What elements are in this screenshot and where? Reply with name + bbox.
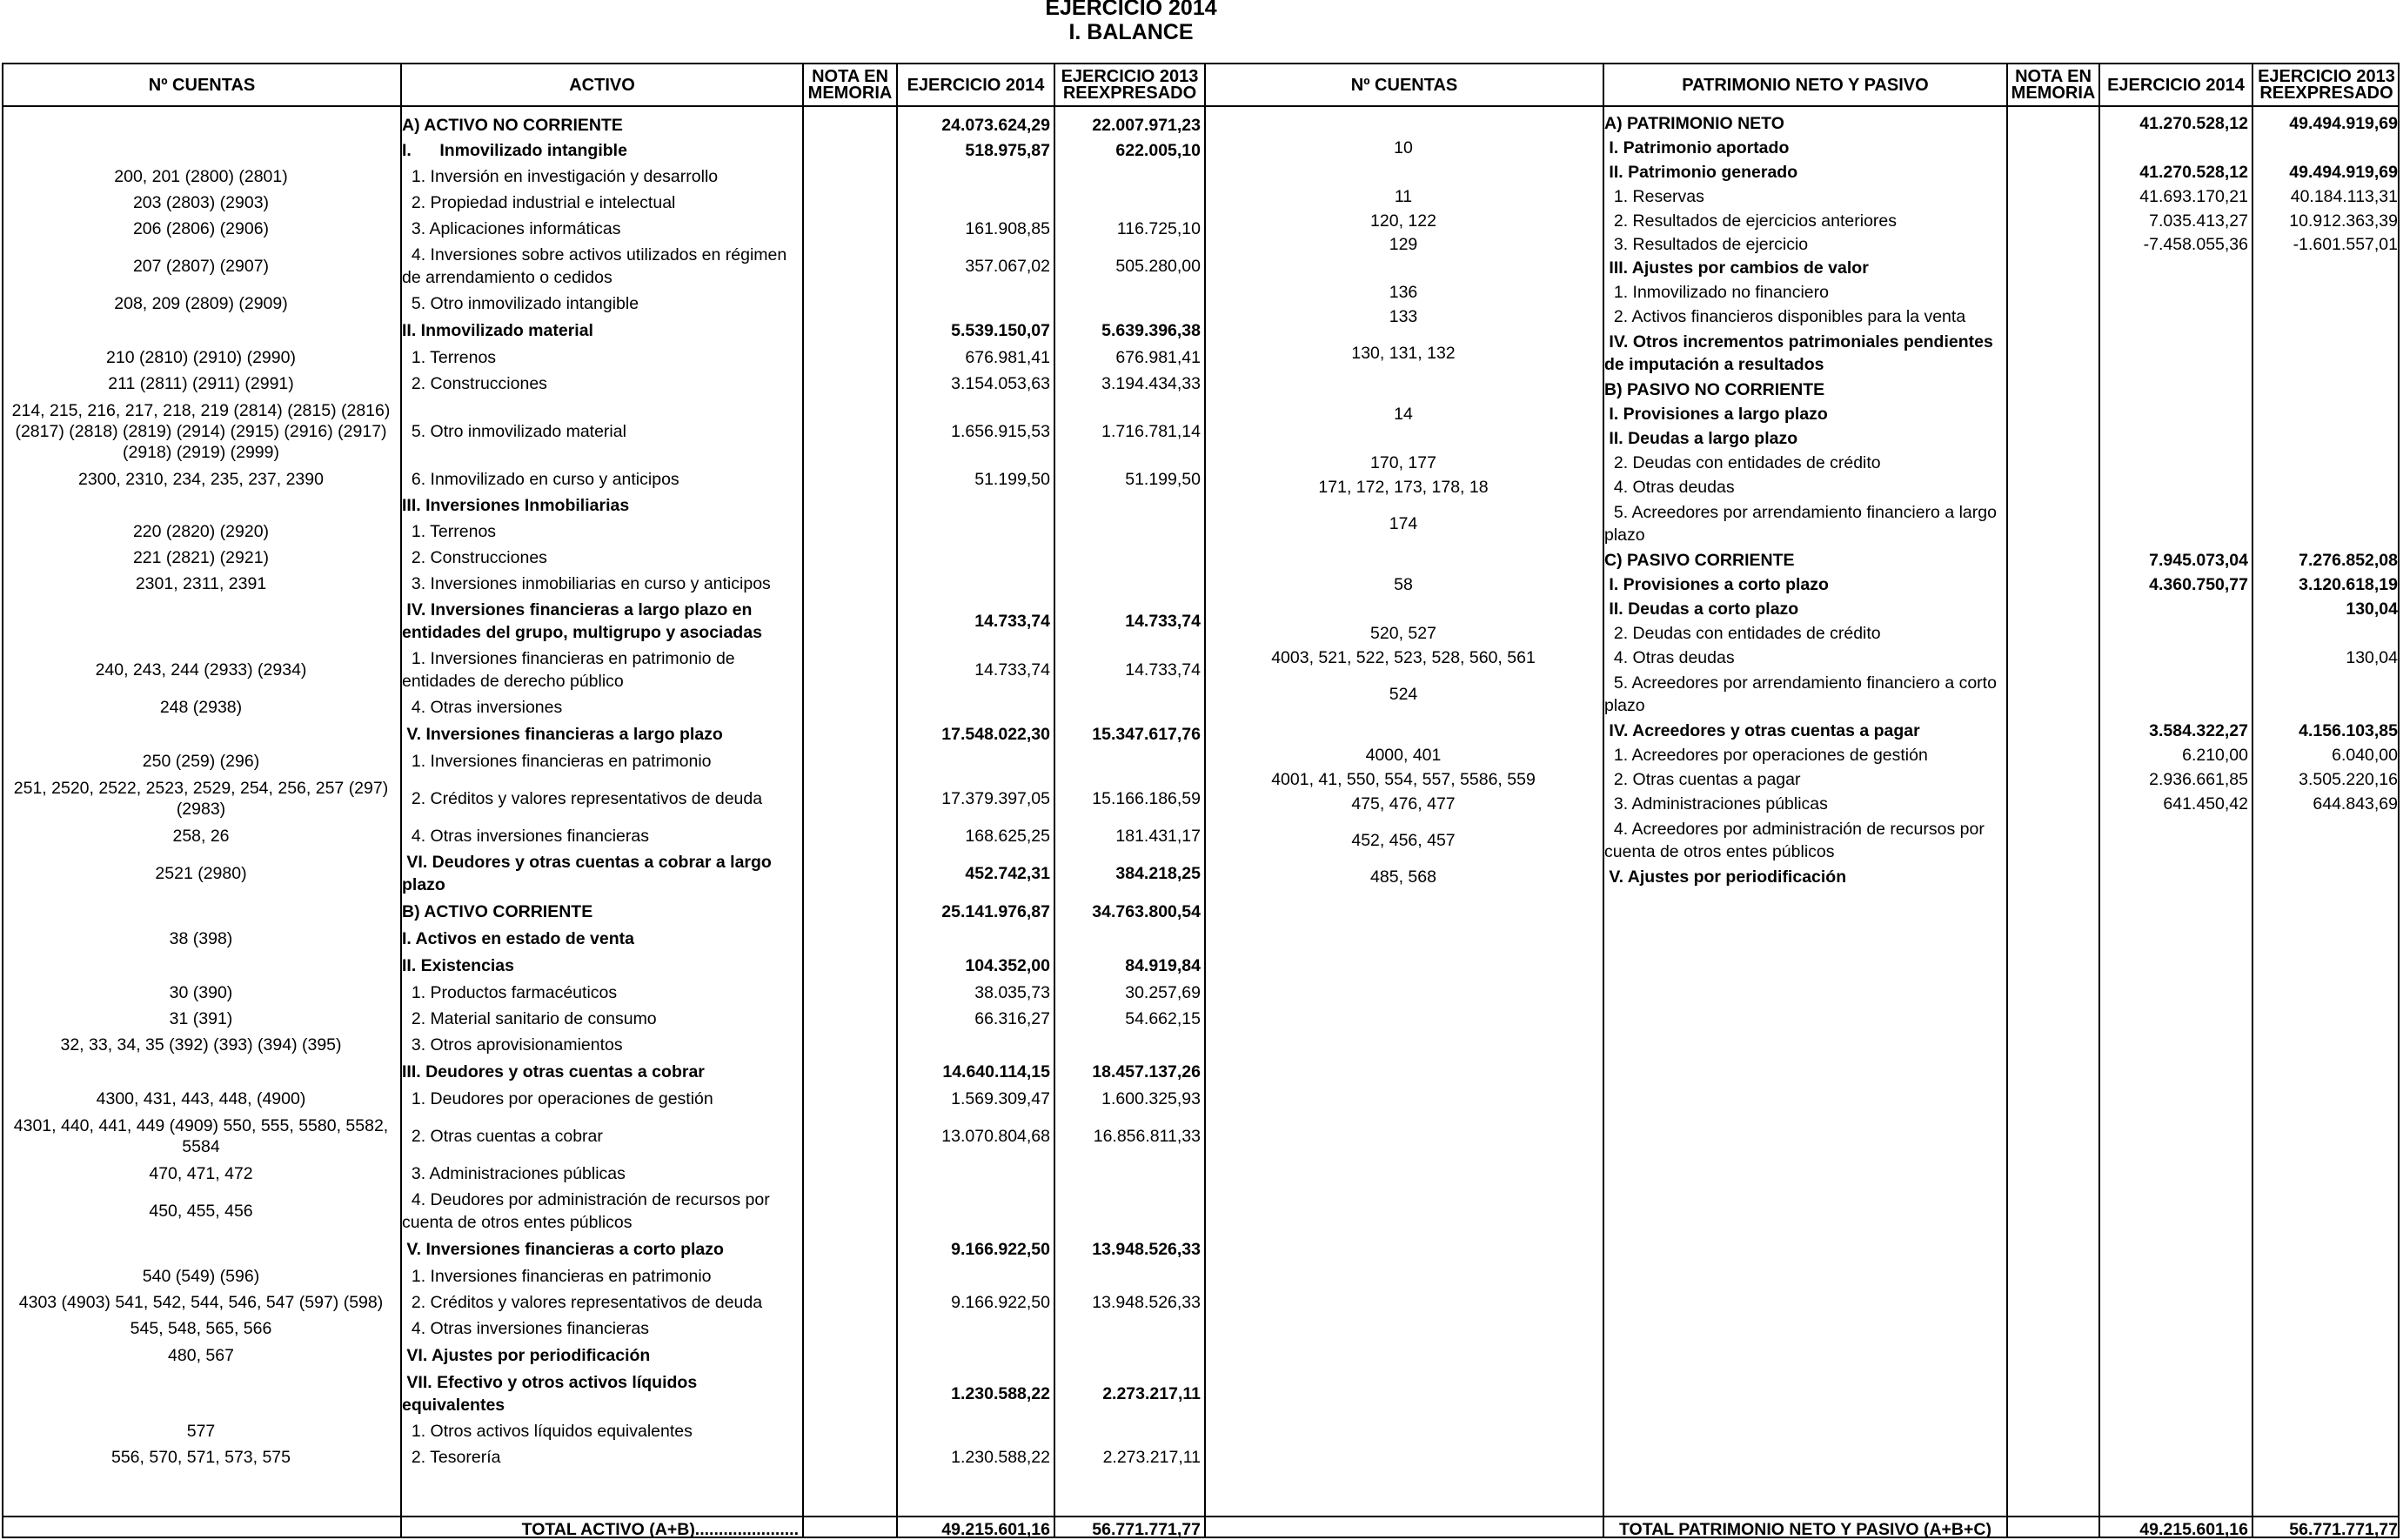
- activo-value-2014: 14.733,74: [974, 612, 1050, 631]
- activo-account-code: 240, 243, 244 (2933) (2934): [95, 660, 307, 680]
- activo-row-label: 1. Terrenos: [402, 348, 497, 367]
- activo-row-label: 1. Inversiones financieras en patrimonio de entidades de derecho público: [402, 649, 740, 691]
- activo-value-2013: 14.733,74: [1125, 660, 1201, 680]
- activo-row-label: II. Existencias: [402, 956, 514, 975]
- activo-account-code: 220 (2820) (2920): [132, 522, 270, 541]
- activo-account-code: 556, 570, 571, 573, 575: [110, 1448, 291, 1467]
- activo-value-2014: 14.640.114,15: [942, 1062, 1050, 1081]
- column-divider: [802, 64, 804, 1537]
- activo-row-label: 4. Inversiones sobre activos utilizados en régimen de arrendamiento o cedidos: [402, 245, 792, 287]
- pasivo-row-label: 1. Reservas: [1604, 187, 1704, 206]
- activo-value-2014: 3.154.053,63: [951, 374, 1050, 393]
- pasivo-account-code: 129: [1389, 235, 1418, 254]
- activo-value-2013: 181.431,17: [1115, 827, 1201, 846]
- header-nota-pasivo: NOTA EN MEMORIA: [2011, 67, 2096, 103]
- activo-row-label: 2. Construcciones: [402, 374, 547, 393]
- activo-value-2013: 84.919,84: [1125, 956, 1201, 975]
- pasivo-row-label: 4. Otras deudas: [1604, 648, 1735, 667]
- pasivo-account-code: 14: [1394, 405, 1413, 424]
- activo-value-2014: 452.742,31: [965, 864, 1050, 883]
- activo-account-code: 250 (259) (296): [142, 752, 260, 771]
- activo-row-label: 2. Material sanitario de consumo: [402, 1009, 657, 1028]
- pasivo-row-label: 4. Acreedores por administración de recursos por cuenta de otros entes públicos: [1604, 820, 1990, 861]
- activo-value-2013: 13.948.526,33: [1092, 1240, 1201, 1259]
- activo-account-code: 221 (2821) (2921): [132, 548, 270, 567]
- activo-value-2014: 676.981,41: [965, 348, 1050, 367]
- activo-value-2013: 14.733,74: [1125, 612, 1201, 631]
- activo-row-label: I. Inmovilizado intangible: [402, 141, 627, 160]
- activo-account-code: 203 (2803) (2903): [132, 193, 270, 212]
- activo-value-2014: 9.166.922,50: [951, 1293, 1050, 1312]
- total-activo-label: TOTAL ACTIVO (A+B)......................: [521, 1520, 799, 1539]
- activo-account-code: 30 (390): [169, 983, 233, 1002]
- activo-row-label: 4. Otras inversiones financieras: [402, 1319, 649, 1338]
- pasivo-account-code: 174: [1389, 514, 1418, 533]
- activo-row-label: 1. Terrenos: [402, 522, 497, 541]
- activo-row-label: 1. Inversiones financieras en patrimonio: [402, 1267, 712, 1286]
- pasivo-row-label: I. Patrimonio aportado: [1604, 138, 1790, 157]
- header-cuentas-pasivo: Nº CUENTAS: [1350, 75, 1458, 95]
- activo-account-code: 2300, 2310, 234, 235, 237, 2390: [78, 470, 324, 489]
- pasivo-row-label: 5. Acreedores por arrendamiento financiero a largo plazo: [1604, 503, 2002, 545]
- document-subtitle: I. BALANCE: [1068, 20, 1194, 44]
- activo-account-code: 2521 (2980): [155, 864, 247, 883]
- header-ejercicio-2013-activo: EJERCICIO 2013 REEXPRESADO: [1061, 67, 1199, 103]
- activo-account-code: 4303 (4903) 541, 542, 544, 546, 547 (597) (598): [18, 1293, 384, 1312]
- pasivo-value-2013: 3.505.220,16: [2299, 770, 2398, 789]
- activo-row-label: III. Inversiones Inmobiliarias: [402, 496, 630, 515]
- activo-account-code: 200, 201 (2800) (2801): [114, 167, 288, 186]
- pasivo-value-2013: 49.494.919,69: [2289, 163, 2398, 182]
- pasivo-account-code: 524: [1389, 685, 1418, 704]
- pasivo-row-label: II. Deudas a largo plazo: [1604, 429, 1798, 448]
- activo-row-label: 4. Deudores por administración de recursos por cuenta de otros entes públicos: [402, 1190, 775, 1232]
- activo-row-label: VII. Efectivo y otros activos líquidos equivalentes: [402, 1373, 702, 1415]
- activo-row-label: 2. Otras cuentas a cobrar: [402, 1127, 603, 1146]
- pasivo-value-2013: 10.912.363,39: [2289, 211, 2398, 231]
- pasivo-value-2014: 2.936.661,85: [2149, 770, 2248, 789]
- pasivo-account-code: 58: [1394, 575, 1413, 594]
- total-pasivo-label: TOTAL PATRIMONIO NETO Y PASIVO (A+B+C): [1619, 1520, 1991, 1539]
- activo-value-2014: 1.569.309,47: [951, 1089, 1050, 1108]
- activo-account-code: 32, 33, 34, 35 (392) (393) (394) (395): [60, 1035, 342, 1055]
- activo-value-2014: 357.067,02: [965, 257, 1050, 276]
- pasivo-account-code: 520, 527: [1370, 624, 1436, 643]
- pasivo-row-label: 2. Deudas con entidades de crédito: [1604, 453, 1881, 472]
- pasivo-row-label: B) PASIVO NO CORRIENTE: [1604, 380, 1825, 399]
- document-title: EJERCICIO 2014: [1045, 0, 1217, 20]
- pasivo-row-label: 2. Deudas con entidades de crédito: [1604, 624, 1881, 643]
- activo-row-label: 1. Inversión en investigación y desarrollo: [402, 167, 719, 186]
- activo-account-code: 214, 215, 216, 217, 218, 219 (2814) (2815) (2816) (2817) (2818) (2819) (2914) (2915) (2916) (2917) (2918) (2919) (2999): [11, 401, 391, 462]
- pasivo-account-code: 4000, 401: [1365, 746, 1442, 765]
- activo-row-label: 1. Inversiones financieras en patrimonio: [402, 752, 712, 771]
- header-activo: ACTIVO: [569, 75, 635, 95]
- activo-account-code: 4300, 431, 443, 448, (4900): [96, 1089, 306, 1108]
- activo-row-label: 6. Inmovilizado en curso y anticipos: [402, 470, 679, 489]
- activo-value-2013: 30.257,69: [1125, 983, 1201, 1002]
- activo-account-code: 31 (391): [169, 1009, 233, 1028]
- pasivo-value-2014: -7.458.055,36: [2143, 235, 2248, 254]
- activo-value-2013: 34.763.800,54: [1092, 902, 1201, 921]
- activo-value-2014: 25.141.976,87: [941, 902, 1050, 921]
- header-ejercicio-2013-pasivo: EJERCICIO 2013 REEXPRESADO: [2258, 67, 2395, 103]
- activo-value-2014: 17.548.022,30: [941, 725, 1050, 744]
- activo-row-label: A) ACTIVO NO CORRIENTE: [402, 116, 623, 135]
- pasivo-row-label: 5. Acreedores por arrendamiento financiero a corto plazo: [1604, 673, 2002, 715]
- pasivo-value-2013: 49.494.919,69: [2289, 114, 2398, 133]
- pasivo-row-label: I. Provisiones a corto plazo: [1604, 575, 1829, 594]
- activo-row-label: 4. Otras inversiones: [402, 698, 563, 717]
- activo-row-label: V. Inversiones financieras a largo plazo: [402, 725, 723, 744]
- activo-value-2014: 1.230.588,22: [951, 1384, 1050, 1403]
- pasivo-account-code: 4001, 41, 550, 554, 557, 5586, 559: [1271, 770, 1536, 789]
- pasivo-value-2014: 641.450,42: [2163, 794, 2248, 814]
- activo-account-code: 577: [186, 1422, 216, 1441]
- pasivo-row-label: A) PATRIMONIO NETO: [1604, 114, 1784, 133]
- activo-value-2014: 104.352,00: [965, 956, 1050, 975]
- activo-row-label: 3. Otros aprovisionamientos: [402, 1035, 623, 1055]
- activo-value-2014: 161.908,85: [965, 219, 1050, 238]
- total-pasivo-2014: 49.215.601,16: [2139, 1520, 2248, 1539]
- pasivo-account-code: 130, 131, 132: [1351, 344, 1456, 363]
- pasivo-account-code: 120, 122: [1370, 211, 1436, 231]
- pasivo-value-2013: 40.184.113,31: [2290, 187, 2398, 206]
- activo-value-2013: 622.005,10: [1115, 141, 1201, 160]
- activo-row-label: 1. Otros activos líquidos equivalentes: [402, 1422, 693, 1441]
- activo-value-2014: 9.166.922,50: [951, 1240, 1050, 1259]
- pasivo-value-2013: 7.276.852,08: [2299, 551, 2398, 570]
- header-cuentas-activo: Nº CUENTAS: [148, 75, 256, 95]
- pasivo-row-label: II. Patrimonio generado: [1604, 163, 1798, 182]
- activo-value-2014: 1.656.915,53: [951, 422, 1050, 441]
- activo-value-2013: 51.199,50: [1125, 470, 1201, 489]
- activo-value-2014: 24.073.624,29: [941, 116, 1050, 135]
- activo-value-2013: 384.218,25: [1115, 864, 1201, 883]
- activo-value-2014: 51.199,50: [974, 470, 1050, 489]
- header-pasivo: PATRIMONIO NETO Y PASIVO: [1682, 75, 1929, 95]
- activo-account-code: 4301, 440, 441, 449 (4909) 550, 555, 5580, 5582, 5584: [13, 1116, 389, 1156]
- pasivo-row-label: IV. Otros incrementos patrimoniales pendientes de imputación a resultados: [1604, 332, 1998, 374]
- pasivo-account-code: 4003, 521, 522, 523, 528, 560, 561: [1271, 648, 1536, 667]
- pasivo-row-label: 3. Resultados de ejercicio: [1604, 235, 1809, 254]
- activo-account-code: 480, 567: [168, 1346, 234, 1365]
- activo-value-2013: 18.457.137,26: [1092, 1062, 1201, 1081]
- activo-value-2013: 15.347.617,76: [1092, 725, 1201, 744]
- activo-value-2013: 1.600.325,93: [1101, 1089, 1201, 1108]
- activo-value-2013: 676.981,41: [1115, 348, 1201, 367]
- activo-value-2014: 17.379.397,05: [941, 789, 1050, 808]
- activo-row-label: VI. Ajustes por periodificación: [402, 1346, 651, 1365]
- activo-account-code: 2301, 2311, 2391: [135, 574, 267, 593]
- activo-row-label: VI. Deudores y otras cuentas a cobrar a largo plazo: [402, 853, 777, 894]
- activo-row-label: 2. Propiedad industrial e intelectual: [402, 193, 676, 212]
- pasivo-value-2014: 41.270.528,12: [2139, 114, 2248, 133]
- activo-account-code: 206 (2806) (2906): [132, 219, 270, 238]
- total-pasivo-2013: 56.771.771,77: [2289, 1520, 2398, 1539]
- activo-value-2013: 3.194.434,33: [1101, 374, 1201, 393]
- activo-value-2014: 13.070.804,68: [941, 1127, 1050, 1146]
- pasivo-account-code: 475, 476, 477: [1351, 794, 1456, 814]
- activo-value-2014: 5.539.150,07: [951, 321, 1050, 340]
- activo-value-2014: 1.230.588,22: [951, 1448, 1050, 1467]
- pasivo-row-label: 2. Otras cuentas a pagar: [1604, 770, 1801, 789]
- pasivo-value-2013: 3.120.618,19: [2299, 575, 2398, 594]
- pasivo-row-label: IV. Acreedores y otras cuentas a pagar: [1604, 721, 1920, 740]
- activo-row-label: 3. Aplicaciones informáticas: [402, 219, 621, 238]
- activo-account-code: 470, 471, 472: [149, 1164, 253, 1183]
- activo-value-2013: 54.662,15: [1125, 1009, 1201, 1028]
- pasivo-account-code: 136: [1389, 283, 1418, 302]
- activo-row-label: 2. Créditos y valores representativos de deuda: [402, 1293, 763, 1312]
- pasivo-row-label: C) PASIVO CORRIENTE: [1604, 551, 1795, 570]
- pasivo-value-2014: 7.945.073,04: [2149, 551, 2248, 570]
- activo-account-code: 545, 548, 565, 566: [130, 1319, 272, 1338]
- total-activo-2014: 49.215.601,16: [941, 1520, 1050, 1539]
- activo-row-label: V. Inversiones financieras a corto plazo: [402, 1240, 724, 1259]
- header-ejercicio-2014-activo: EJERCICIO 2014: [907, 75, 1045, 95]
- activo-row-label: III. Deudores y otras cuentas a cobrar: [402, 1062, 705, 1081]
- activo-account-code: 208, 209 (2809) (2909): [114, 294, 288, 313]
- activo-value-2013: 505.280,00: [1115, 257, 1201, 276]
- activo-row-label: 2. Tesorería: [402, 1448, 501, 1467]
- activo-account-code: 38 (398): [169, 929, 233, 948]
- balance-table: [2, 63, 2400, 1538]
- activo-value-2013: 1.716.781,14: [1101, 422, 1201, 441]
- pasivo-row-label: 1. Inmovilizado no financiero: [1604, 283, 1829, 302]
- pasivo-account-code: 485, 568: [1370, 867, 1436, 887]
- activo-value-2014: 66.316,27: [974, 1009, 1050, 1028]
- total-activo-2013: 56.771.771,77: [1092, 1520, 1201, 1539]
- pasivo-account-code: 11: [1394, 187, 1413, 206]
- pasivo-value-2014: 41.693.170,21: [2139, 187, 2248, 206]
- pasivo-value-2013: 130,04: [2346, 599, 2398, 619]
- activo-value-2014: 14.733,74: [974, 660, 1050, 680]
- activo-value-2013: 13.948.526,33: [1092, 1293, 1201, 1312]
- activo-account-code: 211 (2811) (2911) (2991): [108, 374, 294, 393]
- activo-row-label: 2. Construcciones: [402, 548, 547, 567]
- pasivo-row-label: 4. Otras deudas: [1604, 478, 1735, 497]
- activo-account-code: 248 (2938): [159, 698, 243, 717]
- pasivo-row-label: 1. Acreedores por operaciones de gestión: [1604, 746, 1928, 765]
- pasivo-value-2013: 130,04: [2346, 648, 2398, 667]
- pasivo-account-code: 170, 177: [1370, 453, 1436, 472]
- pasivo-account-code: 171, 172, 173, 178, 18: [1318, 478, 1489, 497]
- activo-row-label: 1. Deudores por operaciones de gestión: [402, 1089, 713, 1108]
- activo-value-2013: 5.639.396,38: [1101, 321, 1201, 340]
- activo-value-2013: 16.856.811,33: [1093, 1127, 1201, 1146]
- activo-value-2013: 15.166.186,59: [1092, 789, 1201, 808]
- activo-value-2014: 38.035,73: [974, 983, 1050, 1002]
- activo-account-code: 258, 26: [172, 827, 230, 846]
- pasivo-account-code: 133: [1389, 307, 1418, 326]
- column-divider: [2006, 64, 2008, 1537]
- activo-value-2014: 168.625,25: [965, 827, 1050, 846]
- activo-value-2013: 22.007.971,23: [1092, 116, 1201, 135]
- pasivo-account-code: 10: [1394, 138, 1413, 157]
- pasivo-value-2014: 41.270.528,12: [2139, 163, 2248, 182]
- pasivo-row-label: 2. Activos financieros disponibles para la venta: [1604, 307, 1966, 326]
- activo-row-label: 5. Otro inmovilizado intangible: [402, 294, 639, 313]
- activo-row-label: 4. Otras inversiones financieras: [402, 827, 649, 846]
- activo-account-code: 251, 2520, 2522, 2523, 2529, 254, 256, 257 (297) (2983): [13, 779, 389, 819]
- pasivo-value-2014: 6.210,00: [2182, 746, 2248, 765]
- activo-value-2013: 2.273.217,11: [1102, 1384, 1201, 1403]
- pasivo-row-label: I. Provisiones a largo plazo: [1604, 405, 1828, 424]
- activo-row-label: 5. Otro inmovilizado material: [402, 422, 626, 441]
- activo-value-2013: 2.273.217,11: [1102, 1448, 1201, 1467]
- activo-value-2013: 116.725,10: [1116, 219, 1201, 238]
- pasivo-value-2013: 4.156.103,85: [2299, 721, 2398, 740]
- activo-row-label: I. Activos en estado de venta: [402, 929, 634, 948]
- pasivo-row-label: 3. Administraciones públicas: [1604, 794, 1828, 814]
- pasivo-row-label: V. Ajustes por periodificación: [1604, 867, 1847, 887]
- pasivo-row-label: II. Deudas a corto plazo: [1604, 599, 1799, 619]
- pasivo-value-2013: 6.040,00: [2332, 746, 2398, 765]
- pasivo-value-2014: 4.360.750,77: [2149, 575, 2248, 594]
- activo-account-code: 210 (2810) (2910) (2990): [106, 348, 296, 367]
- pasivo-value-2014: 7.035.413,27: [2149, 211, 2248, 231]
- activo-account-code: 540 (549) (596): [142, 1267, 260, 1286]
- pasivo-value-2013: 644.843,69: [2313, 794, 2398, 814]
- pasivo-row-label: 2. Resultados de ejercicios anteriores: [1604, 211, 1898, 231]
- activo-row-label: 3. Inversiones inmobiliarias en curso y anticipos: [402, 574, 771, 593]
- pasivo-account-code: 452, 456, 457: [1351, 831, 1456, 850]
- header-ejercicio-2014-pasivo: EJERCICIO 2014: [2107, 75, 2245, 95]
- activo-row-label: 2. Créditos y valores representativos de deuda: [402, 789, 763, 808]
- pasivo-row-label: III. Ajustes por cambios de valor: [1604, 258, 1869, 278]
- activo-row-label: 1. Productos farmacéuticos: [402, 983, 618, 1002]
- activo-account-code: 207 (2807) (2907): [132, 257, 270, 276]
- activo-row-label: 3. Administraciones públicas: [402, 1164, 626, 1183]
- pasivo-value-2014: 3.584.322,27: [2149, 721, 2248, 740]
- activo-value-2014: 518.975,87: [965, 141, 1050, 160]
- activo-row-label: B) ACTIVO CORRIENTE: [402, 902, 593, 921]
- activo-row-label: IV. Inversiones financieras a largo plazo en entidades del grupo, multigrupo y asociadas: [402, 600, 762, 642]
- activo-row-label: II. Inmovilizado material: [402, 321, 593, 340]
- total-divider: [3, 1516, 2398, 1517]
- pasivo-value-2013: -1.601.557,01: [2293, 235, 2398, 254]
- header-nota-activo: NOTA EN MEMORIA: [807, 67, 893, 103]
- activo-account-code: 450, 455, 456: [149, 1202, 253, 1221]
